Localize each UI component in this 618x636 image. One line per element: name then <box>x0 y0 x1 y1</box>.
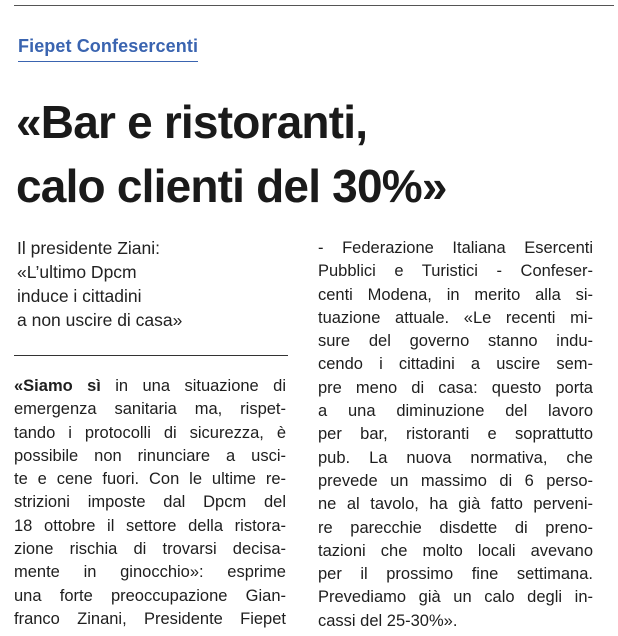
body-line: zione rischia di trovarsi decisa- <box>14 540 286 559</box>
body-line: per bar, ristoranti e soprattutto <box>318 425 593 444</box>
body-line: tazioni che molto locali avevano <box>318 541 593 560</box>
body-line: te e cene fuori. Con le ultime re- <box>14 470 286 489</box>
subhead-line: Il presidente Ziani: <box>17 238 160 258</box>
lead-in: «Siamo sì <box>14 377 101 395</box>
body-line: mente in ginocchio»: esprime <box>14 563 286 582</box>
subhead-line: «L’ultimo Dpcm <box>17 262 137 282</box>
headline-line: «Bar e ristoranti, <box>16 96 368 148</box>
body-line: sure del governo stanno indu- <box>318 332 593 351</box>
body-line: possibile non rinunciare a usci- <box>14 446 286 465</box>
body-line: tuazione attuale. «Le recenti mi- <box>318 308 593 327</box>
body-column-left <box>14 375 286 631</box>
headline <box>16 90 616 218</box>
body-line: una forte preoccupazione Gian- <box>14 586 286 605</box>
body-line: re parecchie disdette di preno- <box>318 518 593 537</box>
body-line <box>14 375 286 398</box>
body-line: emergenza sanitaria ma, rispet- <box>14 400 286 419</box>
body-line: per il prossimo fine settimana. <box>318 565 593 584</box>
body-line-text: in una situazione di <box>100 377 286 395</box>
body-column-right <box>318 237 593 633</box>
subheadline <box>17 236 287 332</box>
body-line: 18 ottobre il settore della ristora- <box>14 516 286 535</box>
body-line: strizioni imposte dal Dpcm del <box>14 493 286 512</box>
subhead-line: a non uscire di casa» <box>17 310 183 330</box>
body-line: tando i protocolli di sicurezza, è <box>14 423 286 442</box>
body-line: pub. La nuova normativa, che <box>318 448 593 467</box>
body-line: ne al tavolo, ha già fatto perveni- <box>318 495 593 514</box>
body-line: Prevediamo già un calo degli in- <box>318 588 593 607</box>
body-line: cassi del 25-30%». <box>318 611 458 630</box>
top-divider <box>14 5 614 6</box>
body-line: cendo i cittadini a uscire sem- <box>318 355 593 374</box>
subhead-divider <box>14 355 288 356</box>
body-line: franco Zinani, Presidente Fiepet <box>14 609 286 628</box>
body-line: a una diminuzione del lavoro <box>318 402 593 421</box>
body-line: prevede un massimo di 6 perso- <box>318 471 593 490</box>
body-line: Pubblici e Turistici - Confeser- <box>318 262 593 281</box>
subhead-line: induce i cittadini <box>17 286 142 306</box>
body-line: centi Modena, in merito alla si- <box>318 285 593 304</box>
headline-line: calo clienti del 30%» <box>16 160 447 212</box>
body-line: pre meno di casa: questo porta <box>318 378 593 397</box>
section-kicker: Fiepet Confesercenti <box>18 36 198 62</box>
body-line: - Federazione Italiana Esercenti <box>318 239 593 257</box>
